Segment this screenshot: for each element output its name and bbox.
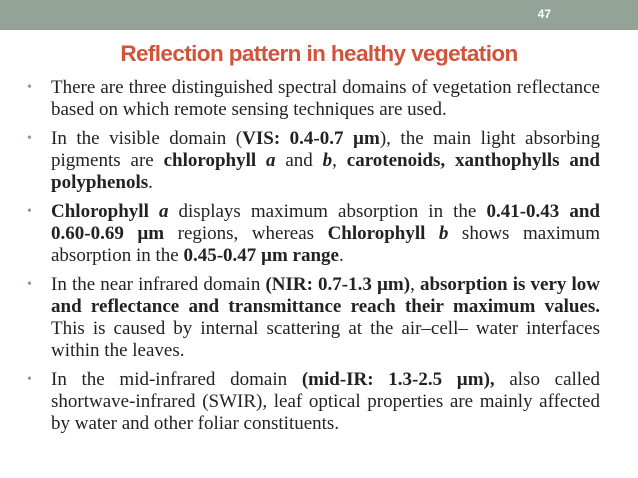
bullet-item	[51, 369, 600, 435]
text-run: .	[339, 245, 344, 266]
text-run: ,	[332, 150, 347, 171]
text-run: a	[266, 150, 276, 171]
text-run: There are three distinguished spectral domains of vegetation reflectance based on which remote sensing techniques are used.	[51, 77, 600, 120]
text-run: 0.41-0.43 and 0.60-0.69 µm	[51, 201, 600, 244]
bullet-item	[51, 77, 600, 121]
text-run: (NIR: 0.7-1.3 µm)	[265, 274, 411, 295]
text-run: 0.45-0.47 µm range	[183, 245, 339, 266]
bullet-item	[51, 201, 600, 267]
text-run: ), the main light absorbing pigments are	[51, 128, 600, 171]
text-run: In the near infrared domain	[51, 274, 266, 295]
slide-number: 47	[537, 7, 551, 21]
bullet-item	[51, 274, 600, 362]
text-run: shows maximum absorption in the	[51, 223, 600, 266]
text-run: .	[148, 172, 153, 193]
text-run: b	[438, 223, 449, 244]
text-run: This is caused by internal scattering at the air–cell– water interfaces within the leaves.	[51, 318, 600, 361]
bullet-list	[51, 77, 600, 442]
text-run: carotenoids, xanthophylls and polyphenols	[51, 150, 601, 193]
text-run: Chlorophyll	[327, 223, 439, 244]
text-run: absorption is very low and reflectance and transmittance reach their maximum values.	[51, 274, 600, 317]
text-run: Chlorophyll	[51, 201, 159, 222]
text-run: VIS: 0.4-0.7 µm	[242, 128, 380, 149]
text-run: regions, whereas	[164, 223, 328, 244]
text-run: In the visible domain (	[51, 128, 243, 149]
text-run: and	[275, 150, 323, 171]
text-run: a	[158, 201, 169, 222]
text-run: In the mid-infrared domain	[51, 369, 302, 390]
text-run: displays maximum absorption in the	[168, 201, 487, 222]
bullet-item	[51, 128, 600, 194]
text-run: also called shortwave-infrared (SWIR), leaf optical properties are mainly affected by water and other foliar constituents.	[51, 369, 601, 434]
slide-title: Reflection pattern in healthy vegetation	[120, 41, 518, 66]
header-bar	[0, 0, 638, 30]
text-run: ,	[410, 274, 420, 295]
text-run: chlorophyll	[163, 150, 266, 171]
text-run: b	[322, 150, 333, 171]
text-run: (mid-IR: 1.3-2.5 µm),	[301, 369, 495, 390]
